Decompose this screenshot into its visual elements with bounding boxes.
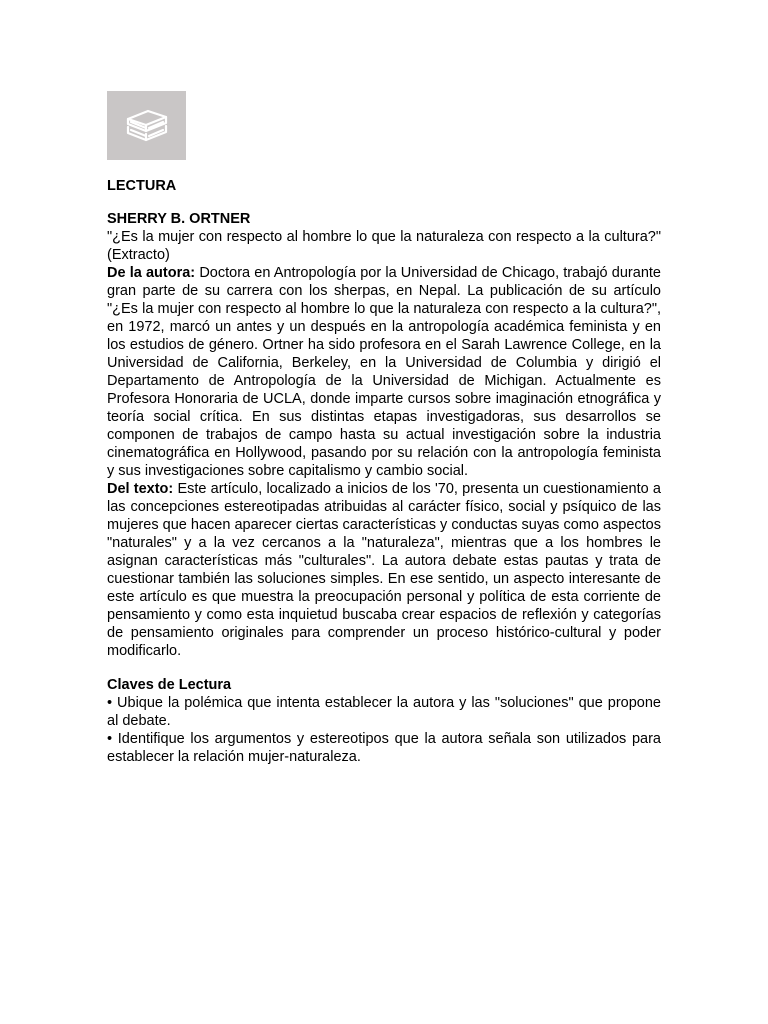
bullet-item-2: • Identifique los argumentos y estereotipos que la autora señala son utilizados para establecer la relación mujer-naturaleza. bbox=[107, 731, 661, 765]
document-body bbox=[107, 177, 661, 766]
author-name: SHERRY B. ORTNER bbox=[107, 211, 251, 227]
about-author-paragraph bbox=[107, 264, 661, 480]
about-text-paragraph bbox=[107, 480, 661, 660]
about-author-text: Doctora en Antropología por la Universidad de Chicago, trabajó durante gran parte de su carrera con los sherpas, en Nepal. La publicación de su artículo "¿Es la mujer con respecto al hombre lo que la naturaleza con respecto a la cultura?", en 1972, marcó un antes y un después en la antropología académica feminista y en los estudios de género. Ortner ha sido profesora en el Sarah Lawrence College, en la Universidad de California, Berkeley, en la Universidad de Columbia y dirigió el Departamento de Antropología de la Universidad de Michigan. Actualmente es Profesora Honoraria de UCLA, donde imparte cursos sobre imaginación etnográfica y teoría social crítica. En sus distintas etapas investigadoras, sus desarrollos se componen de trabajos de campo hasta su actual investigación sobre la industria cinematográfica en Hollywood, pasando por su relación con la antropología feminista y sus investigaciones sobre capitalismo y cambio social. bbox=[107, 265, 661, 479]
section-label: LECTURA bbox=[107, 178, 177, 194]
about-text-lead: Del texto: bbox=[107, 481, 174, 497]
about-author-lead: De la autora: bbox=[107, 265, 196, 281]
article-title-quote: "¿Es la mujer con respecto al hombre lo que la naturaleza con respecto a la cultura?" (Extracto) bbox=[107, 229, 661, 263]
about-text-body: Este artículo, localizado a inicios de los '70, presenta un cuestionamiento a las concepciones estereotipadas atribuidas al carácter físico, social y psíquico de las mujeres que hacen aparecer ciertas características y conductas suyas como aspectos "naturales" y a la vez cercanos a la "naturaleza", mientras que a los hombres le asignan características más "culturales". La autora debate estas pautas y trata de cuestionar también las soluciones simples. En ese sentido, un aspecto interesante de este artículo es que muestra la preocupación personal y política de esta corriente de pensamiento y como esta inquietud buscaba crear espacios de reflexión y categorías de pensamiento originales para comprender un proceso histórico-cultural y poder modificarlo. bbox=[107, 481, 661, 659]
claves-heading: Claves de Lectura bbox=[107, 677, 232, 693]
bullet-item-1: • Ubique la polémica que intenta establecer la autora y las "soluciones" que propone al debate. bbox=[107, 695, 661, 729]
book-stack-icon bbox=[122, 106, 172, 146]
book-icon-tile bbox=[107, 91, 186, 160]
